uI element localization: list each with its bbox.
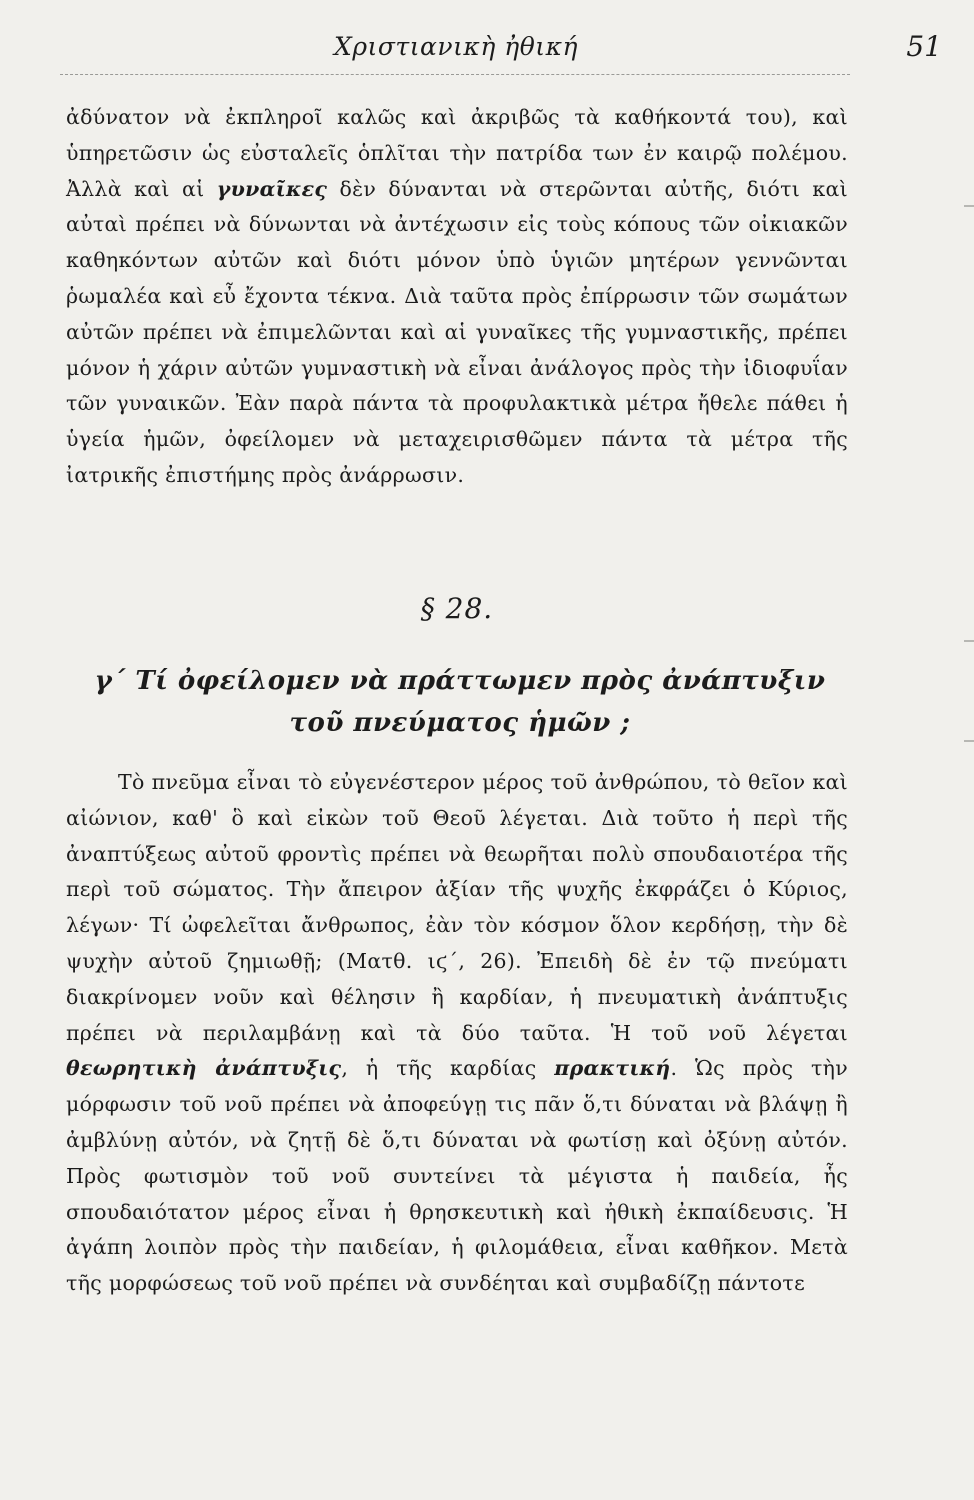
emphasized-term: πρακτική (554, 1056, 671, 1081)
paragraph-text: ἀδύνατον νὰ ἐκπληροῖ καλῶς καὶ ἀκριβῶς τὰ καθήκοντά του), καὶ ὑπηρετῶσιν ὡς εὐσταλεῖς ὁπλῖται τὴν πατρίδα των ἐν καιρῷ πολέμου. Ἀλλὰ καὶ αἱ (66, 105, 848, 201)
running-header (60, 28, 942, 74)
edge-mark (964, 740, 974, 742)
paragraph-text: , ἡ τῆς καρδίας (341, 1056, 555, 1081)
paragraph-text: . Ὡς πρὸς τὴν μόρφωσιν τοῦ νοῦ πρέπει νὰ ἀποφεύγῃ τις πᾶν ὅ,τι δύναται νὰ βλάψῃ ἢ ἀμβλύνῃ αὐτόν, νὰ ζητῇ δὲ ὅ,τι δύναται νὰ φωτίσῃ καὶ ὀξύνῃ αὐτόν. Πρὸς φωτισμὸν τοῦ νοῦ συντείνει τὰ μέγιστα ἡ παιδεία, ἧς σπουδαιότατον μέρος εἶναι ἡ θρησκευτικὴ καὶ ἠθικὴ ἐκπαίδευσις. Ἡ ἀγάπη λοιπὸν πρὸς τὴν παιδείαν, ἡ φιλομάθεια, εἶναι καθῆκον. Μετὰ τῆς μορφώσεως τοῦ νοῦ πρέπει νὰ συνδέηται καὶ συμβαδίζῃ πάντοτε (66, 1056, 849, 1296)
edge-mark (964, 205, 974, 207)
page-number: 51 (906, 30, 942, 63)
paragraph-text: Τὸ πνεῦμα εἶναι τὸ εὐγενέστερον μέρος τοῦ ἀνθρώπου, τὸ θεῖον καὶ αἰώνιον, καθ' ὃ καὶ εἰκὼν τοῦ Θεοῦ λέγεται. Διὰ τοῦτο ἡ περὶ τῆς ἀναπτύξεως αὐτοῦ φροντὶς πρέπει νὰ θεωρῆται πολὺ σπουδαιοτέρα τῆς περὶ τοῦ σώματος. Τὴν ἄπειρον ἀξίαν τῆς ψυχῆς ἐκφράζει ὁ Κύριος, λέγων· Τί ὠφελεῖται ἄνθρωπος, ἐὰν τὸν κόσμον ὅλον κερδήσῃ, τὴν δὲ ψυχὴν αὐτοῦ ζημιωθῇ; (Ματθ. ιϛ΄, 26). Ἐπειδὴ δὲ ἐν τῷ πνεύματι διακρίνομεν νοῦν καὶ θέλησιν ἢ καρδίαν, ἡ πνευματικὴ ἀνάπτυξις πρέπει νὰ περιλαμβάνῃ καὶ τὰ δύο ταῦτα. Ἡ τοῦ νοῦ λέγεται (66, 770, 848, 1045)
emphasized-term: γυναῖκες (216, 176, 328, 201)
paragraph-section-body (66, 765, 848, 1302)
edge-mark (964, 640, 974, 642)
running-title: Χριστιανικὴ ἠθική (334, 32, 578, 61)
paragraph-continued (66, 100, 848, 494)
header-rule (60, 74, 850, 75)
section-heading: γ΄ Τί ὀφείλομεν νὰ πράττωμεν πρὸς ἀνάπτυξιν τοῦ πνεύματος ἡμῶν ; (94, 666, 826, 738)
emphasized-term: θεωρητικὴ ἀνάπτυξις (66, 1056, 342, 1081)
paragraph-text: δὲν δύνανται νὰ στερῶνται αὐτῆς, διότι καὶ αὐταὶ πρέπει νὰ δύνωνται νὰ ἀντέχωσιν εἰς τοὺς κόπους τῶν οἰκιακῶν καθηκόντων αὐτῶν καὶ διότι μόνον ὑπὸ ὑγιῶν μητέρων γεννῶνται ῥωμαλέα καὶ εὖ ἔχοντα τέκνα. Διὰ ταῦτα πρὸς ἐπίρρωσιν τῶν σωμάτων αὐτῶν πρέπει νὰ ἐπιμελῶνται καὶ αἱ γυναῖκες τῆς γυμναστικῆς, πρέπει μόνον ἡ χάριν αὐτῶν γυμναστικὴ νὰ εἶναι ἀνάλογος πρὸς τὴν ἰδιοφυΐαν τῶν γυναικῶν. Ἐὰν παρὰ πάντα τὰ προφυλακτικὰ μέτρα ἤθελε πάθει ἡ ὑγεία ἡμῶν, ὀφείλομεν νὰ μεταχειρισθῶμεν πάντα τὰ μέτρα τῆς ἰατρικῆς ἐπιστήμης πρὸς ἀνάρρωσιν. (66, 176, 848, 487)
section-number: § 28. (420, 592, 494, 625)
